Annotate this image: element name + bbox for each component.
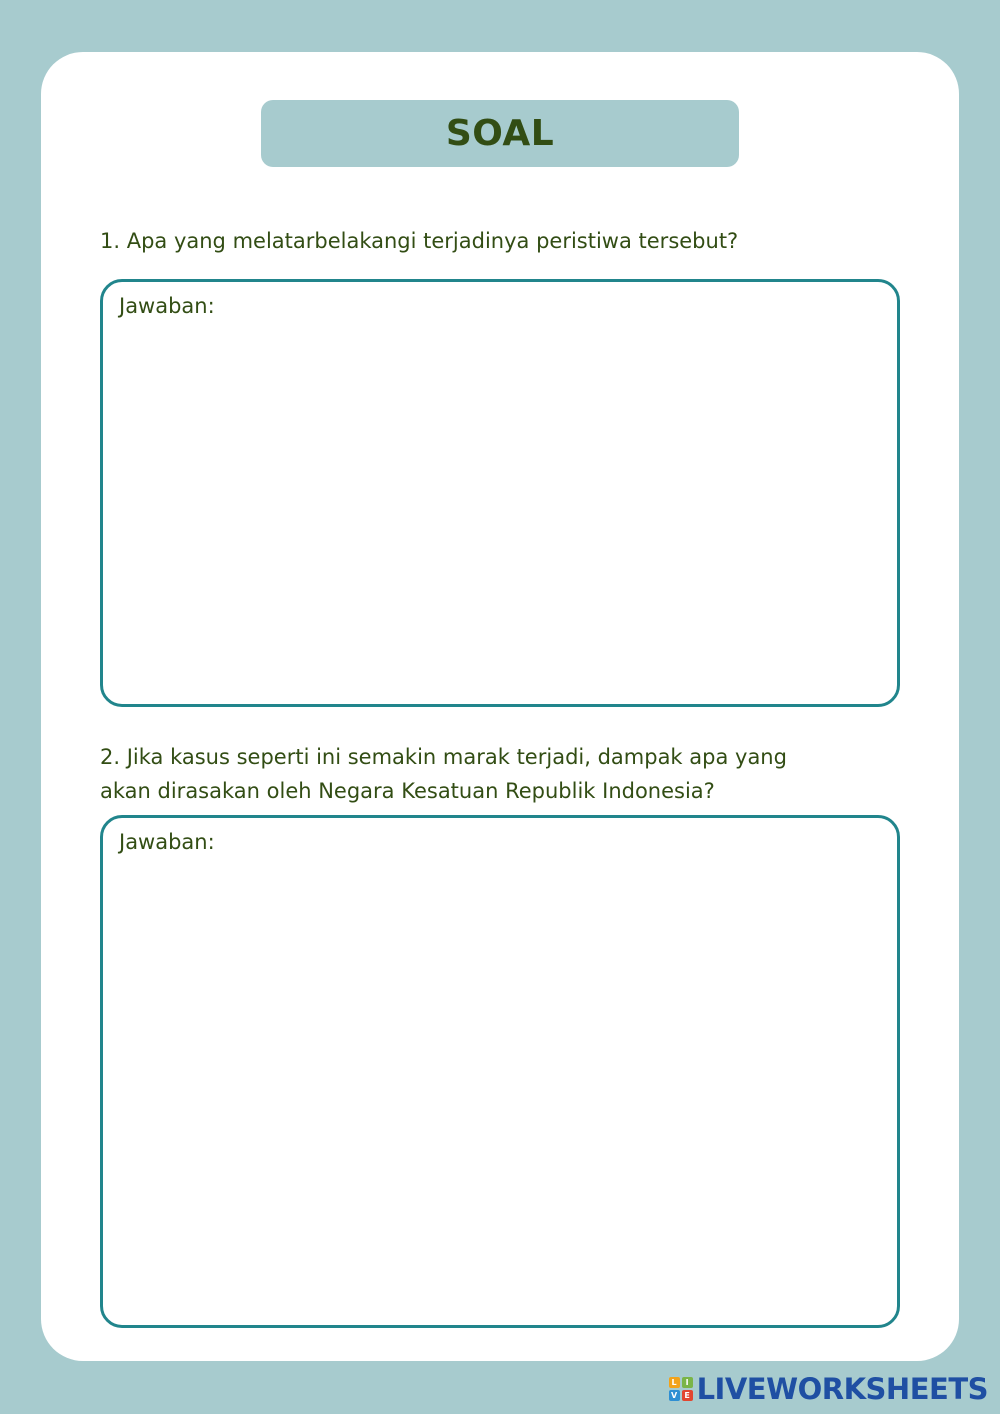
question-2-line-1: 2. Jika kasus seperti ini semakin marak terjadi, dampak apa yang — [100, 745, 787, 769]
answer-input-1[interactable] — [119, 330, 881, 688]
answer-input-2[interactable] — [119, 866, 881, 1309]
answer-box-1[interactable] — [100, 279, 900, 707]
answer-label-1: Jawaban: — [119, 294, 215, 318]
answer-label-2: Jawaban: — [119, 830, 215, 854]
brand-name: LIVEWORKSHEETS — [696, 1372, 988, 1406]
question-2 — [100, 740, 900, 808]
liveworksheets-brand — [669, 1372, 988, 1406]
question-1-text: 1. Apa yang melatarbelakangi terjadinya peristiwa tersebut? — [100, 229, 739, 253]
answer-box-2[interactable] — [100, 815, 900, 1328]
logo-letter-v: V — [669, 1390, 680, 1401]
liveworksheets-logo-icon — [669, 1377, 693, 1401]
logo-letter-l: L — [669, 1377, 680, 1388]
question-2-line-2: akan dirasakan oleh Negara Kesatuan Republik Indonesia? — [100, 779, 715, 803]
title-banner — [261, 100, 739, 167]
page-title: SOAL — [445, 113, 555, 154]
logo-letter-i: I — [682, 1377, 693, 1388]
logo-letter-e: E — [682, 1390, 693, 1401]
question-1 — [100, 224, 900, 258]
